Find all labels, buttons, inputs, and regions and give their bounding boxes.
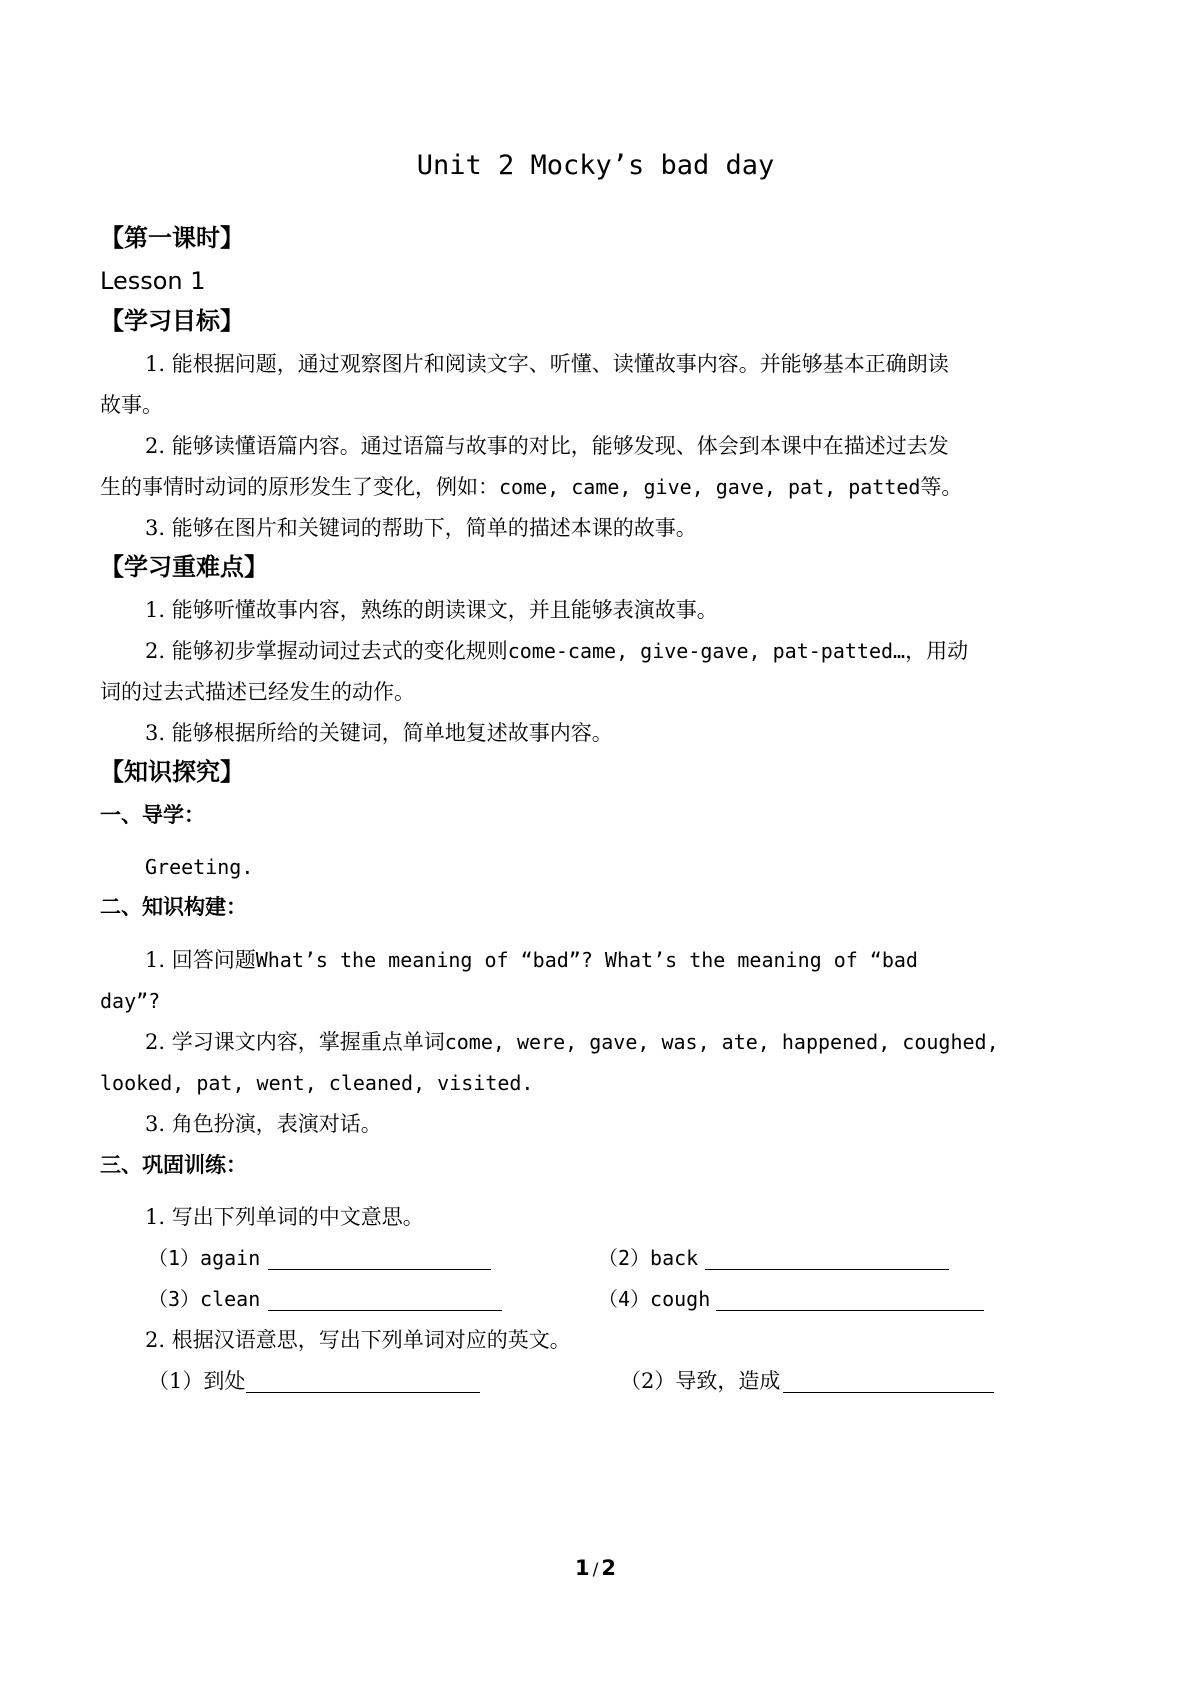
guide-heading: 一、导学： xyxy=(100,803,205,827)
build-heading: 二、知识构建： xyxy=(100,895,247,919)
answer-blank-everywhere[interactable] xyxy=(246,1392,480,1393)
keypoint-2-line-2: 词的过去式描述已经发生的动作。 xyxy=(100,680,415,704)
build-1-line-2: day”? xyxy=(100,989,161,1013)
build-1-line-1 xyxy=(145,945,918,975)
answer-blank-clean[interactable] xyxy=(268,1310,502,1311)
practice-1-item-2: （2）back xyxy=(598,1246,699,1270)
objective-2-line-1: 2. 能够读懂语篇内容。通过语篇与故事的对比，能够发现、体会到本课中在描述过去发 xyxy=(145,434,949,458)
objective-2-end: 等。 xyxy=(920,475,963,499)
build-2-text: 2. 学习课文内容，掌握重点单词 xyxy=(145,1030,445,1054)
keypoint-2-words: come-came, give-gave, pat-patted… xyxy=(507,639,906,663)
keypoint-2-text: 2. 能够初步掌握动词过去式的变化规则 xyxy=(145,639,508,663)
build-2-line-2: looked, pat, went, cleaned, visited. xyxy=(100,1071,534,1095)
answer-blank-cause[interactable] xyxy=(783,1392,994,1393)
lesson-label: Lesson 1 xyxy=(100,267,206,295)
answer-blank-cough[interactable] xyxy=(716,1310,984,1311)
guide-text: Greeting. xyxy=(145,855,254,879)
document-title: Unit 2 Mocky’s bad day xyxy=(416,150,775,181)
practice-heading: 三、巩固训练： xyxy=(100,1153,247,1177)
build-2-words: come, were, gave, was, ate, happened, coughed, xyxy=(444,1030,999,1054)
objective-3: 3. 能够在图片和关键词的帮助下，简单的描述本课的故事。 xyxy=(145,516,697,540)
keypoints-heading: 【学习重难点】 xyxy=(100,553,268,581)
practice-2: 2. 根据汉语意思，写出下列单词对应的英文。 xyxy=(145,1328,571,1352)
page-indicator xyxy=(0,1556,1191,1580)
build-1-text: 1. 回答问题 xyxy=(145,948,256,972)
practice-2-item-2: （2）导致，造成 xyxy=(620,1369,781,1393)
practice-1: 1. 写出下列单词的中文意思。 xyxy=(145,1205,424,1229)
page-separator: / xyxy=(592,1560,599,1580)
objective-2-text: 生的事情时动词的原形发生了变化，例如： xyxy=(100,475,499,499)
keypoint-2-end: ，用动 xyxy=(905,639,969,663)
objective-1-line-2: 故事。 xyxy=(100,393,163,417)
practice-2-item-1: （1）到处 xyxy=(148,1369,246,1393)
build-2-line-1 xyxy=(145,1027,999,1057)
practice-1-item-4: （4）cough xyxy=(598,1287,711,1311)
keypoint-1: 1. 能够听懂故事内容，熟练的朗读课文，并且能够表演故事。 xyxy=(145,598,718,622)
practice-1-item-3: （3）clean xyxy=(148,1287,261,1311)
objective-2-words: come, came, give, gave, pat, patted xyxy=(499,475,921,499)
build-1-words: What’s the meaning of “bad”? What’s the meaning of “bad xyxy=(255,948,918,972)
build-3: 3. 角色扮演，表演对话。 xyxy=(145,1112,382,1136)
total-pages: 2 xyxy=(601,1556,616,1580)
keypoint-2-line-1 xyxy=(145,636,968,666)
objectives-heading: 【学习目标】 xyxy=(100,307,244,335)
objective-1-line-1: 1. 能根据问题，通过观察图片和阅读文字、听懂、读懂故事内容。并能够基本正确朗读 xyxy=(145,352,949,376)
objective-2-line-2 xyxy=(100,472,962,502)
keypoint-3: 3. 能够根据所给的关键词，简单地复述故事内容。 xyxy=(145,721,613,745)
practice-1-item-1: （1）again xyxy=(148,1246,261,1270)
explore-heading: 【知识探究】 xyxy=(100,758,244,786)
answer-blank-back[interactable] xyxy=(705,1269,949,1270)
period-heading: 【第一课时】 xyxy=(100,224,244,252)
answer-blank-again[interactable] xyxy=(268,1269,491,1270)
current-page: 1 xyxy=(575,1556,590,1580)
